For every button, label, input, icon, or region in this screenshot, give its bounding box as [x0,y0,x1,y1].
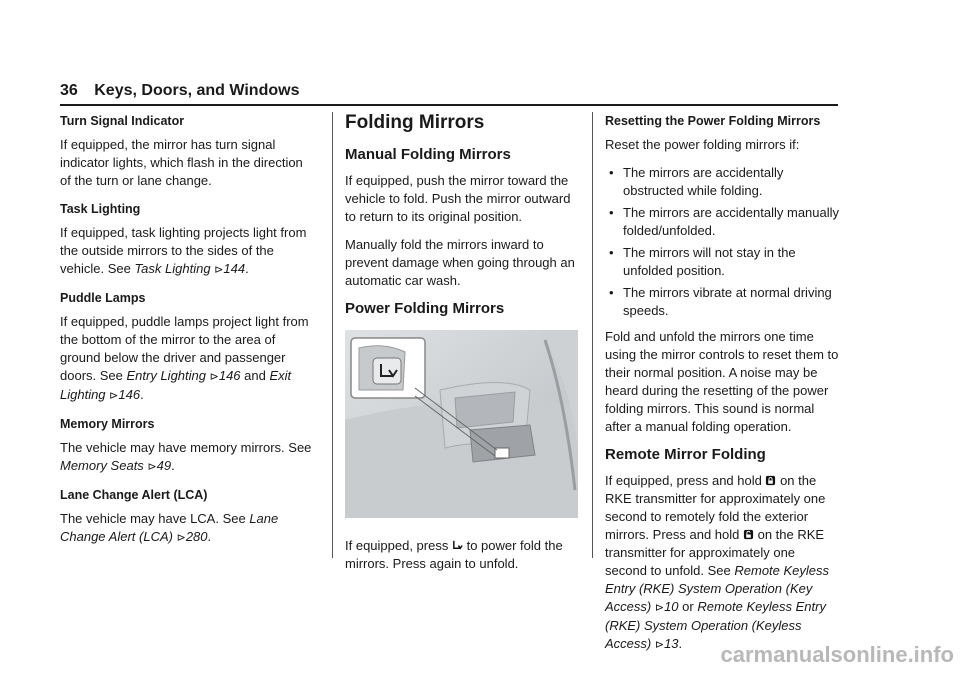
list-item: • The mirrors will not stay in the unfolded position. [623,244,840,280]
reset-conditions-list [605,164,840,320]
task-lighting-text: If equipped, task lighting projects light from the outside mirrors to the sides of the vehicle. See Task Lighting ⊳144. [60,225,307,276]
header-rule [60,104,838,106]
remote-folding-heading: Remote Mirror Folding [605,446,766,463]
list-item: • The mirrors are accidentally manually folded/unfolded. [623,204,840,240]
page-ref-arrow-icon: ⊳ [147,461,157,473]
page-ref-arrow-icon: ⊳ [209,371,219,383]
page-ref-arrow-icon: ⊳ [214,264,224,276]
lock-icon [765,475,776,486]
page-header [60,82,840,100]
reset-intro: Reset the power folding mirrors if: [605,137,800,152]
page-ref-arrow-icon: ⊳ [654,602,665,614]
memory-mirrors-heading: Memory Mirrors [60,417,155,431]
turn-signal-heading: Turn Signal Indicator [60,114,185,128]
column-1 [60,112,315,557]
rke-keyless-access-page[interactable]: 13 [664,636,679,651]
power-folding-illustration [345,330,578,518]
fold-unfold-text: Fold and unfold the mirrors one time using the mirror controls to reset them to their normal position. A noise may be heard during the resetting of the power folding mirrors. This sound is normal after a manual folding operation. [605,329,839,434]
lca-text: The vehicle may have LCA. See Lane Change Alert (LCA) ⊳280. [60,511,279,544]
column-2 [345,112,580,583]
task-lighting-link[interactable]: Task Lighting [134,261,211,276]
column-divider [332,112,333,558]
turn-signal-text: If equipped, the mirror has turn signal indicator lights, which flash in the direction of the turn or lane change. [60,137,303,188]
column-divider [592,112,593,558]
exit-lighting-link[interactable]: Exit Lighting [60,368,292,402]
lca-page[interactable]: 280 [185,529,208,544]
list-item: • The mirrors vibrate at normal driving speeds. [623,284,840,320]
remote-folding-text: If equipped, press and hold on the RKE transmitter for approximately one second to remotely fold the exterior mirrors. Press and hold on the RKE transmitter for approximately one second to unfold. See Remote Keyless Entry (RKE) System Operation (Key Access) ⊳10 or Remote Keyless Entry (RKE) System Operation (Keyless Access) ⊳13. [605,473,830,651]
mirror-fold-icon [452,540,463,551]
memory-seats-page[interactable]: 49 [156,458,172,473]
column-3 [605,112,840,664]
lca-heading: Lane Change Alert (LCA) [60,488,208,502]
power-folding-heading: Power Folding Mirrors [345,300,505,317]
puddle-lamps-heading: Puddle Lamps [60,291,146,305]
rke-keyless-access-link[interactable]: Remote Keyless Entry (RKE) System Operation (Keyless Access) [605,599,826,651]
page-ref-arrow-icon: ⊳ [176,532,186,544]
watermark: carmanualsonline.info [720,642,954,667]
list-item: • The mirrors are accidentally obstructed while folding. [623,164,840,200]
manual-folding-heading: Manual Folding Mirrors [345,146,511,163]
memory-seats-link[interactable]: Memory Seats [60,458,144,473]
rke-key-access-link[interactable]: Remote Keyless Entry (RKE) System Operation (Key Access) [605,563,830,614]
task-lighting-heading: Task Lighting [60,202,141,216]
exit-lighting-page[interactable]: 146 [118,387,141,402]
power-folding-text: If equipped, press to power fold the mirrors. Press again to unfold. [345,538,563,571]
lca-link[interactable]: Lane Change Alert (LCA) [60,511,279,544]
page-ref-arrow-icon: ⊳ [109,390,119,402]
unlock-icon [743,529,754,540]
entry-lighting-page[interactable]: 146 [218,368,241,383]
folding-mirrors-heading: Folding Mirrors [345,112,485,133]
puddle-lamps-text: If equipped, puddle lamps project light from the bottom of the mirror to the area of ground below the driver and passenger doors. See Entry Lighting ⊳146 and Exit Lighting ⊳146. [60,314,309,402]
section-title: Keys, Doors, and Windows [94,82,300,99]
manual-folding-text-2: Manually fold the mirrors inward to prevent damage when going through an automatic car wash. [345,237,575,288]
rke-key-access-page[interactable]: 10 [664,599,679,614]
reset-heading: Resetting the Power Folding Mirrors [605,114,821,128]
memory-mirrors-text: The vehicle may have memory mirrors. See Memory Seats ⊳49. [60,440,312,473]
task-lighting-page[interactable]: 144 [223,261,246,276]
entry-lighting-link[interactable]: Entry Lighting [126,368,206,383]
page-ref-arrow-icon: ⊳ [654,639,665,651]
manual-folding-text-1: If equipped, push the mirror toward the vehicle to fold. Push the mirror outward to return to its original position. [345,173,571,224]
page-number: 36 [60,82,78,99]
